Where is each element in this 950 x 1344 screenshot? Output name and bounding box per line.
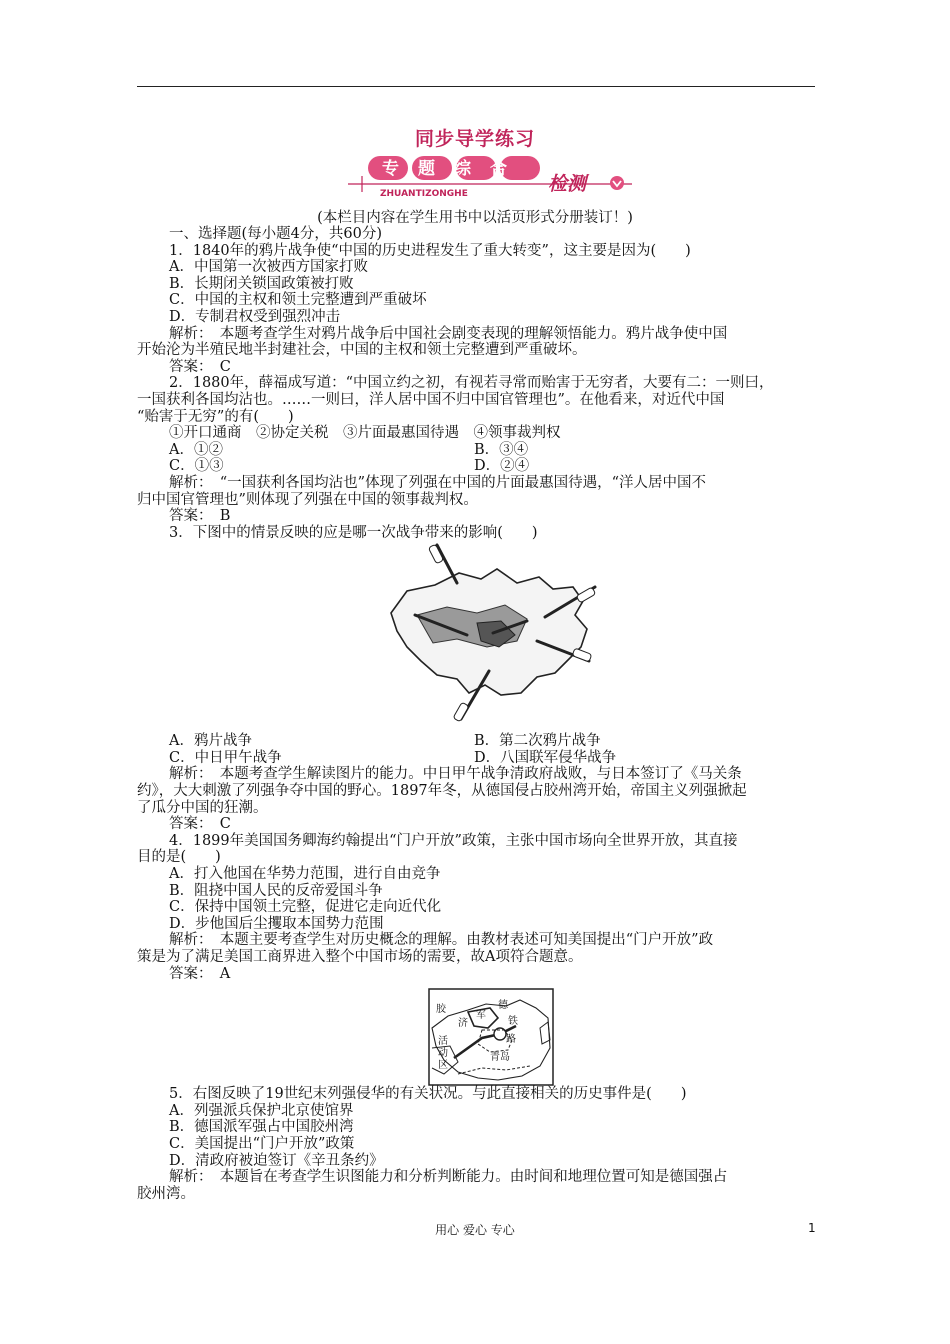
q2-option-a: A．①② xyxy=(169,441,223,458)
q3-analysis-cont: 约》，大大刺激了列强争夺中国的野心。1897年冬，从德国侵占胶州湾开始，帝国主义列强掀起 xyxy=(137,783,747,800)
section-heading: 一、选择题(每小题4分，共60分) xyxy=(169,226,382,242)
arrow-down-icon xyxy=(610,176,624,190)
map-label-lu: 路 xyxy=(506,1034,516,1046)
q1-option-d: D．专制君权受到强烈冲击 xyxy=(169,308,341,325)
section-banner xyxy=(340,150,640,198)
q1-analysis: 解析： 本题考查学生对鸦片战争后中国社会剧变表现的理解领悟能力。鸦片战争使中国 xyxy=(169,325,728,342)
q1-answer: 答案： C xyxy=(169,358,231,375)
china-map-forks-illustration xyxy=(377,543,607,729)
q3-answer: 答案： C xyxy=(169,816,231,833)
q3-option-d: D．八国联军侵华战争 xyxy=(474,749,617,766)
q4-option-d: D．步他国后尘攫取本国势力范围 xyxy=(169,915,384,932)
q5-option-c: C．美国提出“门户开放”政策 xyxy=(169,1135,355,1152)
question-content xyxy=(137,226,817,1202)
q4-option-a: A．打入他国在华势力范围，进行自由竞争 xyxy=(169,866,441,883)
map-label-ji: 济 xyxy=(458,1018,468,1030)
shandong-map xyxy=(428,988,554,1086)
q4-analysis-cont: 策是为了满足美国工商界进入整个中国市场的需要，故A项符合题意。 xyxy=(137,949,583,965)
q3-figure xyxy=(137,541,817,733)
q3-options-row1 xyxy=(137,733,817,750)
q2-stem: 2．1880年，薛福成写道：“中国立约之初，有视若寻常而贻害于无穷者，大要有二：一则曰， xyxy=(169,375,774,392)
header-rule xyxy=(137,86,815,87)
q4-stem-line2: 目的是( ) xyxy=(137,849,221,866)
q5-figure xyxy=(137,982,817,1086)
q2-items: ①开口通商 ②协定关税 ③片面最惠国待遇 ④领事裁判权 xyxy=(169,425,561,442)
map-label-tie: 铁 xyxy=(508,1016,518,1028)
q3-option-a: A．鸦片战争 xyxy=(169,733,252,750)
q2-option-b: B．③④ xyxy=(474,441,529,458)
q4-stem: 4．1899年美国国务卿海约翰提出“门户开放”政策，主张中国市场向全世界开放，其直接 xyxy=(169,832,738,849)
q1-option-c: C．中国的主权和领土完整遭到严重破坏 xyxy=(169,292,427,309)
q3-options-row2 xyxy=(137,750,817,767)
q2-analysis: 解析： “一国获利各国均沾也”体现了列强在中国的片面最惠国待遇，“洋人居中国不 xyxy=(169,474,706,491)
q2-option-d: D．②④ xyxy=(474,458,530,475)
map-label-jun: 军 xyxy=(476,1010,486,1022)
banner-pinyin: ZHUANTIZONGHE xyxy=(380,189,468,198)
banner-subtext: 检测 xyxy=(548,173,587,195)
q1-stem: 1．1840年的鸦片战争使“中国的历史进程发生了重大转变”，这主要是因为( ) xyxy=(169,242,691,259)
q3-option-b: B．第二次鸦片战争 xyxy=(474,733,601,750)
q2-answer: 答案： B xyxy=(169,508,231,525)
q1-option-a: A．中国第一次被西方国家打败 xyxy=(169,259,368,276)
q2-option-c: C．①③ xyxy=(169,458,224,475)
q1-option-b: B．长期闭关锁国政策被打败 xyxy=(169,275,354,292)
q5-option-a: A．列强派兵保护北京使馆界 xyxy=(169,1102,354,1119)
q4-answer: 答案： A xyxy=(169,965,231,982)
q3-analysis: 解析： 本题考查学生解读图片的能力。中日甲午战争清政府战败，与日本签订了《马关条 xyxy=(169,766,742,783)
q2-options-row1 xyxy=(137,442,817,459)
map-label-de: 德 xyxy=(498,1000,508,1012)
q5-option-d: D．清政府被迫签订《辛丑条约》 xyxy=(169,1152,384,1169)
q5-analysis-cont: 胶州湾。 xyxy=(137,1185,195,1202)
q1-analysis-cont: 开始沦为半殖民地半封建社会，中国的主权和领土完整遭到严重破坏。 xyxy=(137,342,587,359)
q5-analysis: 解析： 本题旨在考查学生识图能力和分析判断能力。由时间和地理位置可知是德国强占 xyxy=(169,1169,728,1186)
map-label-dong: 动 xyxy=(438,1048,448,1060)
q3-option-c: C．中日甲午战争 xyxy=(169,749,282,766)
q3-analysis-cont2: 了瓜分中国的狂潮。 xyxy=(137,799,268,816)
q2-stem-line3: “贻害于无穷”的有( ) xyxy=(137,408,294,425)
q2-stem-line2: 一国获利各国均沾也。……一则曰，洋人居中国不归中国官管理也”。在他看来，对近代中国 xyxy=(137,391,725,408)
q4-option-b: B．阻挠中国人民的反帝爱国斗争 xyxy=(169,882,383,899)
q4-analysis: 解析： 本题主要考查学生对历史概念的理解。由教材表述可知美国提出“门户开放”政 xyxy=(169,932,714,949)
binding-note: (本栏目内容在学生用书中以活页形式分册装订！) xyxy=(317,210,633,226)
map-label-qu: 区 xyxy=(438,1060,448,1072)
map-label-qingdao: 青岛 xyxy=(490,1052,510,1064)
q2-analysis-cont: 归中国官管理也”则体现了列强在中国的领事裁判权。 xyxy=(137,491,478,508)
q3-stem: 3．下图中的情景反映的应是哪一次战争带来的影响( ) xyxy=(169,524,538,541)
q4-option-c: C．保持中国领土完整，促进它走向近代化 xyxy=(169,899,442,916)
map-label-jiao: 胶 xyxy=(436,1004,446,1016)
page-title: 同步导学练习 xyxy=(414,128,535,150)
q5-stem: 5．右图反映了19世纪末列强侵华的有关状况。与此直接相关的历史事件是( ) xyxy=(169,1086,687,1103)
map-label-huo: 活 xyxy=(438,1036,448,1048)
q2-options-row2 xyxy=(137,458,817,475)
q5-option-b: B．德国派军强占中国胶州湾 xyxy=(169,1119,354,1136)
page-footer: 用心 爱心 专心 xyxy=(435,1223,515,1237)
banner-text: 专题综合 xyxy=(382,159,526,179)
page-number: 1 xyxy=(808,1221,816,1235)
